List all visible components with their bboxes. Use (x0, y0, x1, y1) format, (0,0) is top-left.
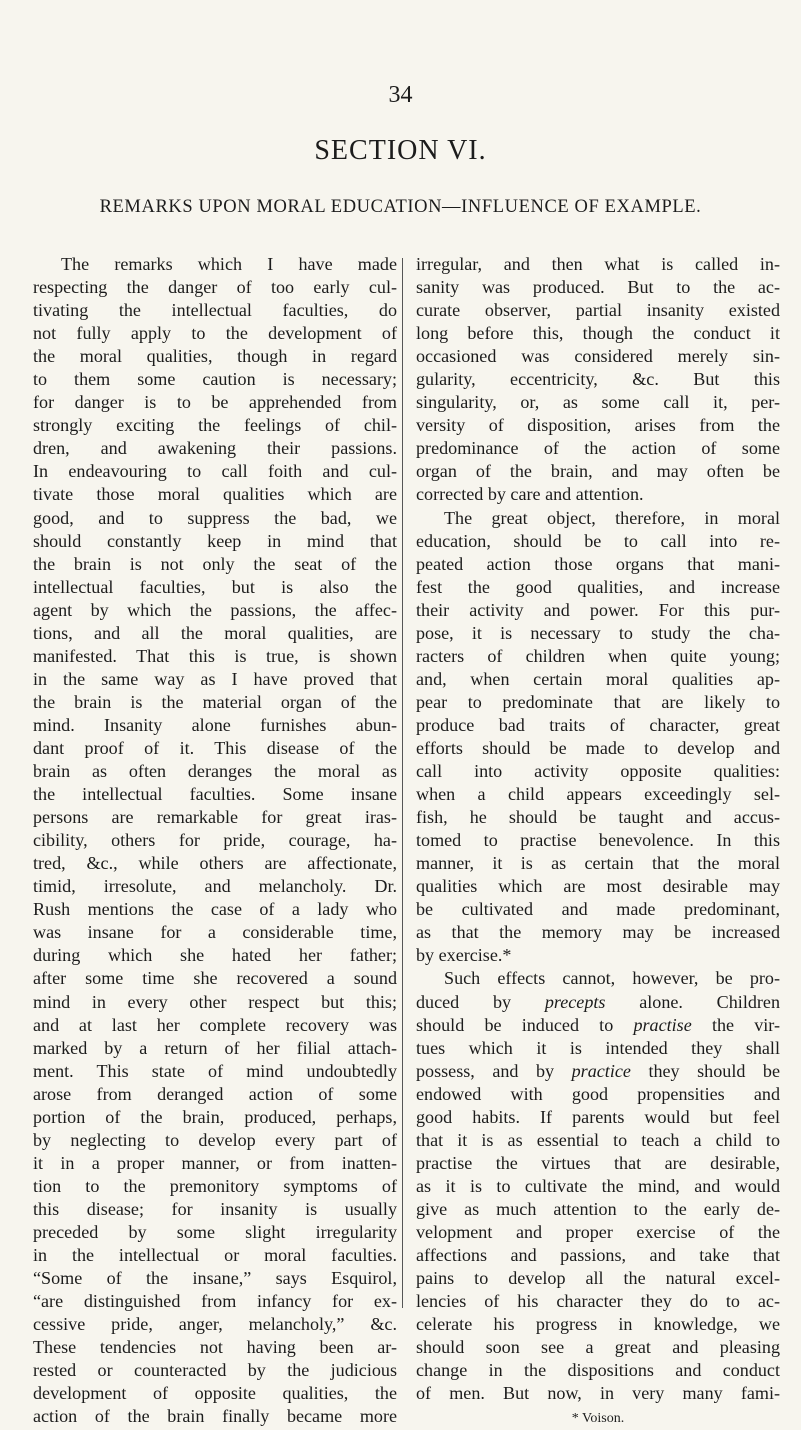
text-line: after some time she recovered a sound (33, 968, 397, 989)
text-line: occasioned was considered merely sin- (416, 346, 780, 367)
text-line: efforts should be made to develop and (416, 737, 780, 758)
text-line: predominance of the action of some (416, 438, 780, 459)
text-line: The remarks which I have made (61, 254, 397, 274)
text-line: versity of disposition, arises from the (416, 415, 780, 436)
text-line: arose from deranged action of some (33, 1083, 397, 1104)
text-line: tomed to practise benevolence. In this (416, 830, 780, 851)
text-line: marked by a return of her filial attach- (33, 1037, 397, 1058)
text-line: dren, and awakening their passions. (33, 438, 397, 459)
text-line: In endeavouring to call foith and cul- (33, 461, 397, 482)
text-line: organ of the brain, and may often be (416, 461, 780, 482)
text-line: “Some of the insane,” says Esquirol, (33, 1268, 397, 1289)
text-line: pear to predominate that are likely to (416, 691, 780, 712)
text-line: corrected by care and attention. (416, 484, 644, 505)
text-line: timid, irresolute, and melancholy. Dr. (33, 876, 397, 897)
section-title: SECTION VI. (314, 135, 487, 166)
text-line: racters of children when quite young; (416, 645, 780, 666)
text-line: produce bad traits of character, great (416, 714, 780, 735)
right-column (416, 253, 780, 1430)
text-line: in the same way as I have proved that (33, 668, 397, 689)
text-line: during which she hated her father; (33, 945, 397, 966)
text-line: practise the virtues that are desirable, (416, 1152, 780, 1173)
text-line: strongly exciting the feelings of chil- (33, 415, 397, 436)
text-line: preceded by some slight irregularity (33, 1221, 397, 1242)
text-line: “are distinguished from infancy for ex- (33, 1291, 397, 1312)
text-line: as it is to cultivate the mind, and would (416, 1175, 780, 1196)
text-line: fest the good qualities, and increase (416, 576, 780, 597)
text-line: manner, it is as certain that the moral (416, 853, 780, 874)
text-line: tred, &c., while others are affectionate, (33, 853, 397, 874)
text-line: mind in every other respect but this; (33, 991, 397, 1012)
text-line: to them some caution is necessary; (33, 369, 397, 390)
text-line: sanity was produced. But to the ac- (416, 277, 780, 298)
text-line: tivating the intellectual faculties, do (33, 300, 397, 321)
text-line: tion to the premonitory symptoms of (33, 1175, 397, 1196)
footnote: * Voison. (571, 1411, 625, 1427)
text-line: and at last her complete recovery was (33, 1014, 397, 1035)
text-line: tions, and all the moral qualities, are (33, 622, 397, 643)
text-line: be cultivated and made predominant, (416, 899, 780, 920)
text-line: celerate his progress in knowledge, we (416, 1314, 780, 1335)
text-line: good, and to suppress the bad, we (33, 507, 397, 528)
text-line: should be induced to practise the vir- (416, 1014, 780, 1035)
text-line: These tendencies not having been ar- (33, 1337, 397, 1358)
text-line: the moral qualities, though in regard (33, 346, 397, 367)
text-line: manifested. That this is true, is shown (33, 645, 397, 666)
text-line: mind. Insanity alone furnishes abun- (33, 714, 397, 735)
text-line: singularity, or, as some call it, per- (416, 392, 780, 413)
text-line: the brain is the material organ of the (33, 691, 397, 712)
text-line: and, when certain moral qualities ap- (416, 668, 780, 689)
text-line: dant proof of it. This disease of the (33, 737, 397, 758)
text-line: action of the brain finally became more (33, 1406, 397, 1427)
text-line: respecting the danger of too early cul- (33, 277, 397, 298)
text-line: pose, it is necessary to study the cha- (416, 622, 780, 643)
text-line: gularity, eccentricity, &c. But this (416, 369, 780, 390)
text-line: qualities which are most desirable may (416, 876, 780, 897)
page-number: 34 (388, 82, 413, 108)
text-line: as that the memory may be increased (416, 922, 780, 943)
text-line: that it is as essential to teach a child to (416, 1129, 780, 1150)
text-line: persons are remarkable for great iras- (33, 807, 397, 828)
text-line: lencies of his character they do to ac- (416, 1291, 780, 1312)
text-line: possess, and by practice they should be (416, 1060, 780, 1081)
text-line: should constantly keep in mind that (33, 530, 397, 551)
text-line: by neglecting to develop every part of (33, 1129, 397, 1150)
text-line: portion of the brain, produced, perhaps, (33, 1106, 397, 1127)
text-line: by exercise.* (416, 945, 512, 966)
text-line: for danger is to be apprehended from (33, 392, 397, 413)
text-line: when a child appears exceedingly sel- (416, 784, 780, 805)
text-line: velopment and proper exercise of the (416, 1221, 780, 1242)
text-line: long before this, though the conduct it (416, 323, 780, 344)
text-line: pains to develop all the natural excel- (416, 1268, 780, 1289)
text-line: change in the dispositions and conduct (416, 1360, 780, 1381)
text-line: was insane for a considerable time, (33, 922, 397, 943)
text-line: curate observer, partial insanity existed (416, 300, 780, 321)
text-line: fish, he should be taught and accus- (416, 807, 780, 828)
text-line: education, should be to call into re- (416, 530, 780, 551)
text-line: cibility, others for pride, courage, ha- (33, 830, 397, 851)
text-line: intellectual faculties, but is also the (33, 576, 397, 597)
left-column (33, 253, 397, 1428)
text-line: tivate those moral qualities which are (33, 484, 397, 505)
text-line: affections and passions, and take that (416, 1245, 780, 1266)
text-line: agent by which the passions, the affec- (33, 599, 397, 620)
text-line: rested or counteracted by the judicious (33, 1360, 397, 1381)
text-line: of men. But now, in very many fami- (416, 1383, 780, 1404)
text-line: it in a proper manner, or from inatten- (33, 1152, 397, 1173)
text-line: irregular, and then what is called in- (416, 254, 780, 274)
text-line: good habits. If parents would but feel (416, 1106, 780, 1127)
text-line: peated action those organs that mani- (416, 553, 780, 574)
text-line: Such effects cannot, however, be pro- (444, 968, 780, 989)
text-line: endowed with good propensities and (416, 1083, 780, 1104)
text-line: Rush mentions the case of a lady who (33, 899, 397, 920)
text-line: the brain is not only the seat of the (33, 553, 397, 574)
text-line: their activity and power. For this pur- (416, 599, 780, 620)
text-line: call into activity opposite qualities: (416, 761, 780, 782)
text-line: give as much attention to the early de- (416, 1198, 780, 1219)
text-line: brain as often deranges the moral as (33, 761, 397, 782)
text-line: this disease; for insanity is usually (33, 1198, 397, 1219)
text-line: the intellectual faculties. Some insane (33, 784, 397, 805)
text-line: tues which it is intended they shall (416, 1037, 780, 1058)
text-line: ment. This state of mind undoubtedly (33, 1060, 397, 1081)
text-line: in the intellectual or moral faculties. (33, 1245, 397, 1266)
text-line: cessive pride, anger, melancholy,” &c. (33, 1314, 397, 1335)
column-divider (402, 258, 403, 1308)
text-line: not fully apply to the development of (33, 323, 397, 344)
text-line: development of opposite qualities, the (33, 1383, 397, 1404)
text-line: should soon see a great and pleasing (416, 1337, 780, 1358)
text-line: duced by precepts alone. Children (416, 991, 781, 1012)
text-line: The great object, therefore, in moral (444, 507, 780, 528)
section-subtitle: REMARKS UPON MORAL EDUCATION—INFLUENCE OF EXAMPLE. (99, 197, 702, 217)
